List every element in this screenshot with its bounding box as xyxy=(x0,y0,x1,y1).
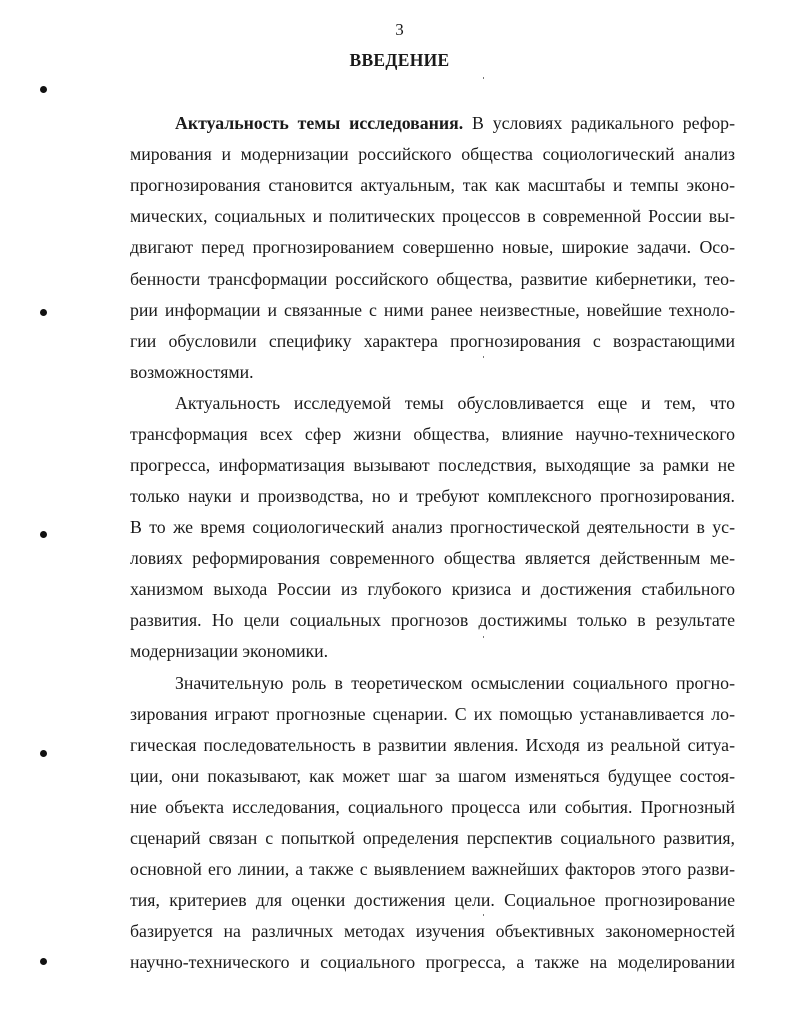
scan-speck xyxy=(483,914,484,916)
text-line: Актуальность исследуемой темы обусловливается еще и тем, что xyxy=(175,393,735,413)
text-line: зирования играют прогнозные сценарии. С их помощью устанавливается ло- xyxy=(130,704,735,724)
text-line: только науки и производства, но и требуют комплексного прогнозирования. xyxy=(130,486,735,506)
text-line: ханизмом выхода России из глубокого кризиса и достижения стабильного xyxy=(130,579,735,599)
text-line: мирования и модернизации российского общества социологический анализ xyxy=(130,144,735,164)
text-line: гическая последовательность в развитии явления. Исходя из реальной ситуа- xyxy=(130,735,735,755)
page-number: 3 xyxy=(395,20,404,39)
text-line: ловиях реформирования современного общества является действенным ме- xyxy=(130,548,735,568)
scan-speck xyxy=(483,356,484,358)
page-title: ВВЕДЕНИЕ xyxy=(349,50,450,70)
text-line: трансформация всех сфер жизни общества, влияние научно-технического xyxy=(130,424,735,444)
text-line: прогнозирования становится актуальным, так как масштабы и темпы эконо- xyxy=(130,175,735,195)
text-line: прогресса, информатизация вызывают последствия, выходящие за рамки не xyxy=(130,455,735,475)
binding-hole-mark xyxy=(40,309,47,316)
text-line: бенности трансформации российского общества, развитие кибернетики, тео- xyxy=(130,269,735,289)
text-line: двигают перед прогнозированием совершенно новые, широкие задачи. Осо- xyxy=(130,237,735,257)
text-line: Значительную роль в теоретическом осмыслении социального прогно- xyxy=(175,673,735,693)
text-line xyxy=(175,112,735,134)
paragraph-lead: Актуальность темы исследования. xyxy=(175,113,464,133)
text-line: развития. Но цели социальных прогнозов достижимы только в результате xyxy=(130,610,735,630)
text-line: тия, критериев для оценки достижения цели. Социальное прогнозирование xyxy=(130,890,735,910)
text-line: гии обусловили специфику характера прогнозирования с возрастающими xyxy=(130,331,735,351)
text-line: ние объекта исследования, социального процесса или события. Прогнозный xyxy=(130,797,735,817)
binding-hole-mark xyxy=(40,531,47,538)
text-line: ции, они показывают, как может шаг за шагом изменяться будущее состоя- xyxy=(130,766,735,786)
text-line: сценарий связан с попыткой определения перспектив социального развития, xyxy=(130,828,735,848)
text-line: мических, социальных и политических процессов в современной России вы- xyxy=(130,206,735,226)
binding-hole-mark xyxy=(40,750,47,757)
scan-speck xyxy=(483,636,484,638)
paragraph-lead-rest: В условиях радикального рефор- xyxy=(463,113,735,133)
text-line: основной его линии, а также с выявлением важнейших факторов этого разви- xyxy=(130,859,735,879)
binding-hole-mark xyxy=(40,958,47,965)
text-line: возможностями. xyxy=(130,362,254,382)
binding-hole-mark xyxy=(40,86,47,93)
text-line: рии информации и связанные с ними ранее неизвестные, новейшие техноло- xyxy=(130,300,735,320)
text-line: научно-технического и социального прогресса, а также на моделировании xyxy=(130,952,735,972)
text-line: В то же время социологический анализ прогностической деятельности в ус- xyxy=(130,517,735,537)
scan-speck xyxy=(483,77,484,79)
text-line: базируется на различных методах изучения объективных закономерностей xyxy=(130,921,735,941)
text-line: модернизации экономики. xyxy=(130,641,329,661)
